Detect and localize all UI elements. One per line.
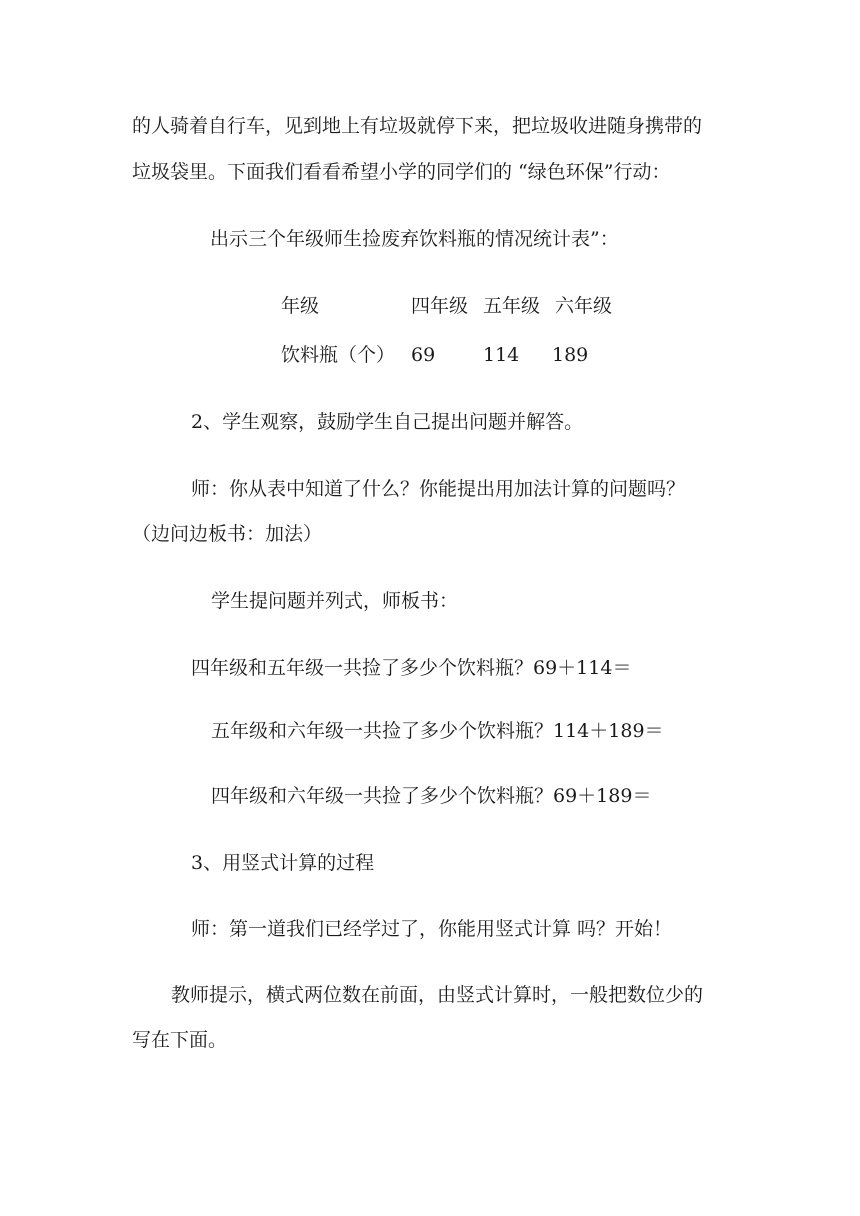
teacher-hint-line: 教师提示，横式两位数在前面，由竖式计算时，一般把数位少的 bbox=[171, 984, 704, 1006]
step-2-heading: 2、学生观察，鼓励学生自己提出问题并解答。 bbox=[191, 411, 584, 433]
table-value-grade-5: 114 bbox=[483, 344, 520, 366]
table-header-grade-4: 四年级 bbox=[411, 295, 469, 317]
teacher-question-note: （边问边板书：加法） bbox=[132, 523, 323, 545]
question-2: 五年级和六年级一共捡了多少个饮料瓶？114＋189＝ bbox=[211, 720, 664, 742]
table-header-grade-6: 六年级 bbox=[555, 295, 613, 317]
table-value-grade-4: 69 bbox=[411, 344, 436, 366]
student-prompt: 学生提问题并列式，师板书： bbox=[211, 590, 459, 612]
table-header-grade: 年级 bbox=[281, 295, 320, 317]
question-3: 四年级和六年级一共捡了多少个饮料瓶？69＋189＝ bbox=[211, 785, 652, 807]
table-header-grade-5: 五年级 bbox=[483, 295, 541, 317]
paragraph-line: 垃圾袋里。下面我们看看希望小学的同学们的 “绿色环保”行动： bbox=[132, 161, 671, 183]
step-3-heading: 3、用竖式计算的过程 bbox=[191, 852, 375, 874]
table-intro: 出示三个年级师生捡废弃饮料瓶的情况统计表”： bbox=[210, 228, 619, 250]
teacher-question-line: 师：你从表中知道了什么？你能提出用加法计算的问题吗？ bbox=[191, 478, 686, 500]
teacher-start: 师：第一道我们已经学过了，你能用竖式计算 吗？开始！ bbox=[191, 918, 673, 940]
teacher-hint-line: 写在下面。 bbox=[132, 1029, 228, 1051]
paragraph-line: 的人骑着自行车，见到地上有垃圾就停下来，把垃圾收进随身携带的 bbox=[132, 115, 703, 137]
table-row-label: 饮料瓶（个） bbox=[281, 344, 396, 366]
question-1: 四年级和五年级一共捡了多少个饮料瓶？69＋114＝ bbox=[191, 657, 632, 679]
table-value-grade-6: 189 bbox=[552, 344, 589, 366]
